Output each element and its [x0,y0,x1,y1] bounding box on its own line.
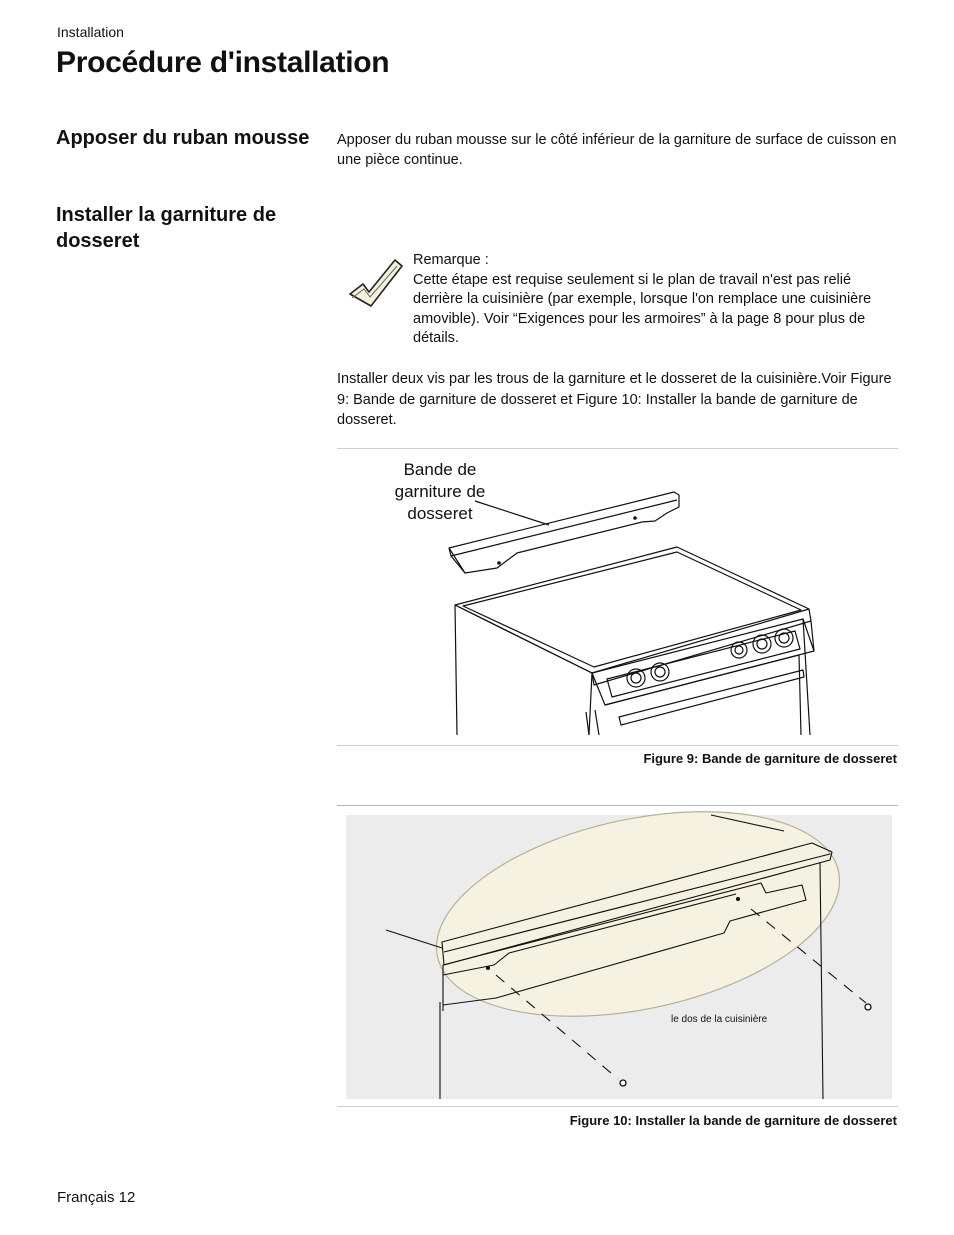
page-footer: Français 12 [57,1189,136,1206]
note-block [413,251,898,349]
figure10-detail-illustration [346,815,892,1099]
figure10-bottom-rule [337,1106,898,1107]
heading-backguard-trim: Installer la garniture de dosseret [56,204,277,252]
page-title: Procédure d'installation [56,46,390,79]
figure10-callout-label: le dos de la cuisinière [671,1014,768,1025]
figure9-range-illustration [337,455,898,740]
section-label: Installation [57,24,124,40]
backguard-paragraph: Installer deux vis par les trous de la garniture et le dosseret de la cuisinière.Voir Figure 9: Bande de garniture de dosseret et Figure 10: Installer la bande de garniture de dosseret. [337,371,892,428]
foam-tape-paragraph: Apposer du ruban mousse sur le côté inférieur de la garniture de surface de cuisson en une pièce continue. [337,132,897,168]
checkmark-icon [345,256,405,312]
figure10-caption: Figure 10: Installer la bande de garniture de dosseret [569,1113,897,1128]
figure9-caption: Figure 9: Bande de garniture de dosseret [643,751,897,766]
note-label: Remarque : [413,252,489,268]
heading-foam-tape: Apposer du ruban mousse [56,127,310,149]
figure9-callout-label: Bande de garniture de dosseret [394,460,486,523]
figure9-top-rule [337,448,898,449]
figure10-top-rule [337,805,898,806]
note-text: Cette étape est requise seulement si le plan de travail n'est pas relié derrière la cuisinière (par exemple, lorsque l'on remplace une cuisinière amovible). Voir “Exigences pour les armoires” à la page 8 pour plus de détails. [413,271,872,346]
figure9-bottom-rule [337,745,898,746]
